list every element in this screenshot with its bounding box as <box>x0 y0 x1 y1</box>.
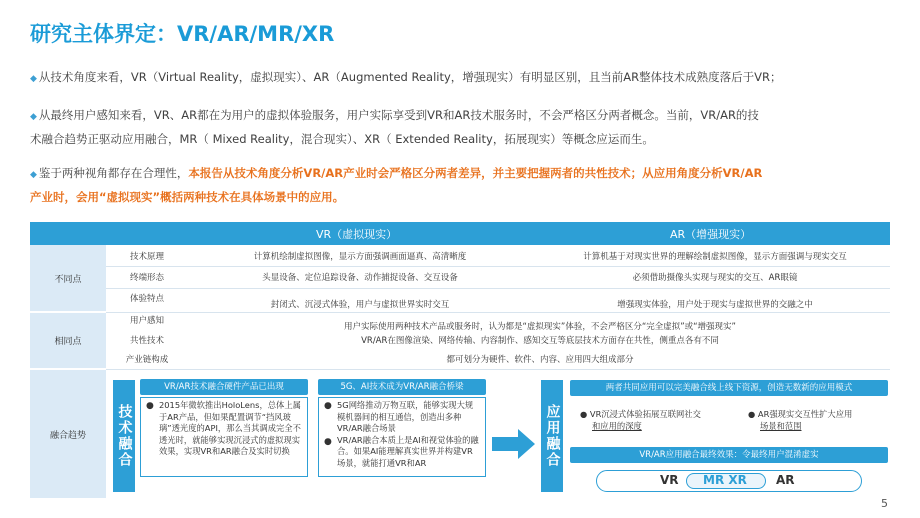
hardware-fusion-heading: VR/AR技术融合硬件产品已出现 <box>140 379 308 395</box>
bullet-conclusion <box>30 162 900 208</box>
same-cell: 都可划分为硬件、软件、内容、应用四大组成部分 <box>446 355 634 365</box>
diamond-bullet-icon: ◆ <box>30 170 37 180</box>
hardware-fusion-box <box>140 397 308 477</box>
ar-scope-text-a: AR强现实交互性扩大应用 <box>757 409 853 419</box>
app-fusion-label: 应用融合 <box>541 380 563 492</box>
page-number: 5 <box>881 497 888 510</box>
row-label: 共性技术 <box>129 336 164 346</box>
tech-fusion-label: 技术融合 <box>113 380 135 492</box>
bullet-text-line1: 从最终用户感知来看，VR、AR都在为用户的虚拟体验服务，用户实际享受到VR和AR技术服务时，不会严格区分两者概念。当前，VR/AR的技 <box>38 108 759 122</box>
bullet-dot-icon: ● <box>580 409 588 419</box>
ar-cell: 增强现实体验，用户处于现实与虚拟世界的交融之中 <box>617 300 813 310</box>
bullet-highlight-1: 本报告从技术角度分析VR/AR产业时会严格区分两者差异，并主要把握两者的共性技术；从应用角度分析VR/AR <box>188 166 763 180</box>
bullet-dot-icon: ● <box>748 409 756 419</box>
same-cell: 用户实际使用两种技术产品或服务时，认为都是“虚拟现实”体验，不会严格区分“完全虚拟”或“增强现实” <box>344 322 736 332</box>
bullet-text: 从技术角度来看，VR（Virtual Reality，虚拟现实）、AR（Augmented Reality，增强现实）有明显区别，且当前AR整体技术成熟度落后于VR； <box>38 70 782 84</box>
vr-social-text-a: VR沉浸式体验拓展互联网社交 <box>589 409 701 419</box>
ar-scope-text-b: 场景和范围 <box>760 420 802 431</box>
header-ar: AR（增强现实） <box>670 228 752 241</box>
diamond-bullet-icon: ◆ <box>30 112 37 122</box>
hardware-fusion-text: 2015年微软推出HoloLens，总体上属于AR产品，但如果配置调节“挡风玻璃”透光度的API，那么当其调成完全不透光时，就能够实现沉浸式的虚拟现实效果，实现VR和AR融合及实时切换 <box>159 400 301 456</box>
group-different: 不同点 <box>30 245 106 311</box>
ar-cell: 必须借助摄像头实现与现实的交互、AR眼镜 <box>632 273 798 283</box>
header-vr: VR（虚拟现实） <box>316 228 398 241</box>
final-effect-heading: VR/AR应用融合最终效果：令最终用户混淆虚实 <box>570 447 888 463</box>
vr-cell: 封闭式、沉浸式体验，用户与虚拟世界实时交互 <box>270 300 450 310</box>
row-label: 终端形态 <box>129 273 164 283</box>
bridge-box <box>318 397 486 477</box>
row-divider <box>106 288 890 289</box>
bullet-dot-icon: ● <box>324 437 332 447</box>
bullet-dot-icon: ● <box>146 401 154 411</box>
row-divider <box>106 312 890 313</box>
row-label: 技术原理 <box>129 252 164 262</box>
vr-cell: 头显设备、定位追踪设备、动作捕捉设备、交互设备 <box>262 273 458 283</box>
app-fusion-heading: 两者共同应用可以完美融合线上线下资源，创造无数新的应用模式 <box>570 380 888 396</box>
bullet-tech-view <box>30 66 900 90</box>
bullet-text: 鉴于两种视角都存在合理性， <box>38 166 189 180</box>
vr-social-text-b: 和应用的深度 <box>592 420 642 431</box>
row-divider <box>106 369 890 370</box>
spectrum-mrxr-label: MR XR <box>703 473 747 487</box>
vr-social-item <box>580 409 730 432</box>
bullet-dot-icon: ● <box>324 401 332 411</box>
group-trend: 融合趋势 <box>30 370 106 498</box>
spectrum-vr-label: VR <box>660 473 679 487</box>
row-divider <box>106 266 890 267</box>
diamond-bullet-icon: ◆ <box>30 74 37 84</box>
ar-scope-item <box>748 409 888 432</box>
ar-cell: 计算机基于对现实世界的理解绘制虚拟图像，显示方面强调与现实交互 <box>583 252 847 262</box>
row-label: 产业链构成 <box>125 355 169 365</box>
group-same: 相同点 <box>30 313 106 368</box>
vr-cell: 计算机绘制虚拟图像，显示方面强调画面逼真、高清晰度 <box>253 252 467 262</box>
page-title: 研究主体界定：VR/AR/MR/XR <box>30 22 335 46</box>
bridge-item-ai: VR/AR融合本质上是AI和视觉体验的融合。如果AI能理解真实世界并构建VR场景，就能打通VR和AR <box>337 434 479 468</box>
bullet-user-view <box>30 104 900 150</box>
table-header <box>30 222 890 245</box>
bridge-item-5g: 5G网络推动万物互联，能够实现大规模机器间的相互通信，创造出多种VR/AR融合场景 <box>337 400 474 433</box>
spectrum-ar-label: AR <box>776 473 795 487</box>
row-label: 用户感知 <box>129 316 164 326</box>
bullet-highlight-2: 产业时，会用“虚拟现实”概括两种技术在具体场景中的应用。 <box>30 190 345 204</box>
row-label: 体验特点 <box>129 294 164 304</box>
right-arrow-icon <box>492 428 536 460</box>
bridge-heading: 5G、AI技术成为VR/AR融合桥梁 <box>318 379 486 395</box>
same-cell: VR/AR在图像渲染、网络传输、内容制作、感知交互等底层技术方面存在共性，侧重点各有不同 <box>361 336 719 346</box>
bullet-text-line2: 术融合趋势正驱动应用融合，MR（ Mixed Reality，混合现实）、XR（ Extended Reality，拓展现实）等概念应运而生。 <box>30 132 654 146</box>
